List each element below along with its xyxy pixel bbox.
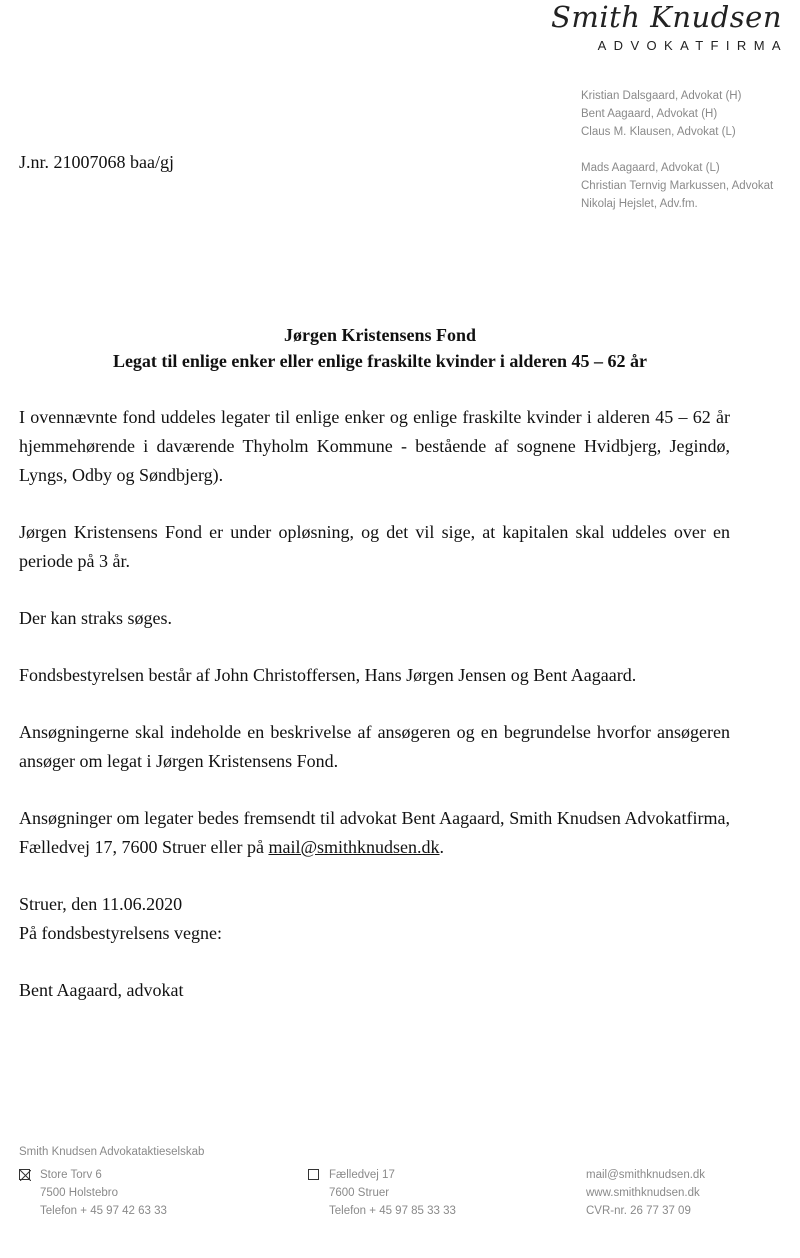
office-city: 7600 Struer (329, 1187, 390, 1199)
body-paragraph: Ansøgningerne skal indeholde en beskrivelse af ansøgeren og en begrundelse hvorfor ansøgeren ansøger om legat i Jørgen Kristensens Fond. (19, 722, 730, 771)
partner-name: Kristian Dalsgaard, Advokat (H) (581, 90, 742, 102)
footer-email[interactable]: mail@smithknudsen.dk (586, 1169, 706, 1181)
journal-number: J.nr. 21007068 baa/gj (19, 152, 174, 172)
footer-cvr: CVR-nr. 26 77 37 09 (586, 1205, 691, 1217)
office-phone: Telefon + 45 97 85 33 33 (329, 1205, 456, 1217)
partner-name: Bent Aagaard, Advokat (H) (581, 108, 718, 120)
signoff (19, 890, 730, 948)
body-paragraph: I ovennævnte fond uddeles legater til enlige enker og enlige fraskilte kvinder i alderen 45 – 62 år hjemmehørende i daværende Thyholm Kommune - bestående af sognene Hvidbjerg, Jegindø, Lyngs, Odby og Søndbjerg). (19, 407, 730, 485)
letter-body (19, 403, 730, 1033)
on-behalf: På fondsbestyrelsens vegne: (19, 923, 222, 943)
partner-list (581, 87, 773, 213)
email-link[interactable]: mail@smithknudsen.dk (268, 837, 440, 857)
application-end: . (439, 837, 445, 857)
footer-contact (586, 1166, 705, 1220)
title-line-2: Legat til enlige enker eller enlige fraskilte kvinder i alderen 45 – 62 år (112, 351, 648, 371)
logo-subtitle: ADVOKATFIRMA (597, 38, 788, 53)
footer-office-struer (308, 1166, 456, 1220)
footer-office-holstebro (19, 1166, 167, 1220)
signature: Bent Aagaard, advokat (19, 980, 184, 1000)
body-paragraph: Fondsbestyrelsen består af John Christoffersen, Hans Jørgen Jensen og Bent Aagaard. (19, 665, 637, 685)
partner-name: Mads Aagaard, Advokat (L) (581, 162, 720, 174)
body-paragraph: Jørgen Kristensens Fond er under opløsning, og det vil sige, at kapitalen skal uddeles over en periode på 3 år. (19, 522, 730, 571)
office-city: 7500 Holstebro (40, 1187, 118, 1199)
partner-name: Nikolaj Hejslet, Adv.fm. (581, 198, 698, 210)
logo-name: Smith Knudsen (551, 0, 782, 34)
office-phone: Telefon + 45 97 42 63 33 (40, 1205, 167, 1217)
footer-company: Smith Knudsen Advokataktieselskab (19, 1146, 205, 1158)
partner-name: Claus M. Klausen, Advokat (L) (581, 126, 736, 138)
firm-logo (551, 0, 788, 54)
document-title (0, 322, 760, 374)
title-line-1: Jørgen Kristensens Fond (283, 325, 476, 345)
office-street: Fælledvej 17 (329, 1169, 395, 1181)
office-street: Store Torv 6 (40, 1169, 102, 1181)
application-text: Ansøgninger om legater bedes fremsendt til advokat Bent Aagaard, Smith Knudsen Advokatfirma, Fælledvej 17, 7600 Struer eller på (19, 808, 730, 857)
footer-website[interactable]: www.smithknudsen.dk (586, 1187, 700, 1199)
checked-box-icon (19, 1169, 30, 1180)
application-paragraph (19, 804, 730, 862)
body-paragraph: Der kan straks søges. (19, 608, 172, 628)
partner-name: Christian Ternvig Markussen, Advokat (581, 180, 774, 192)
unchecked-box-icon (308, 1169, 319, 1180)
place-date: Struer, den 11.06.2020 (19, 894, 183, 914)
